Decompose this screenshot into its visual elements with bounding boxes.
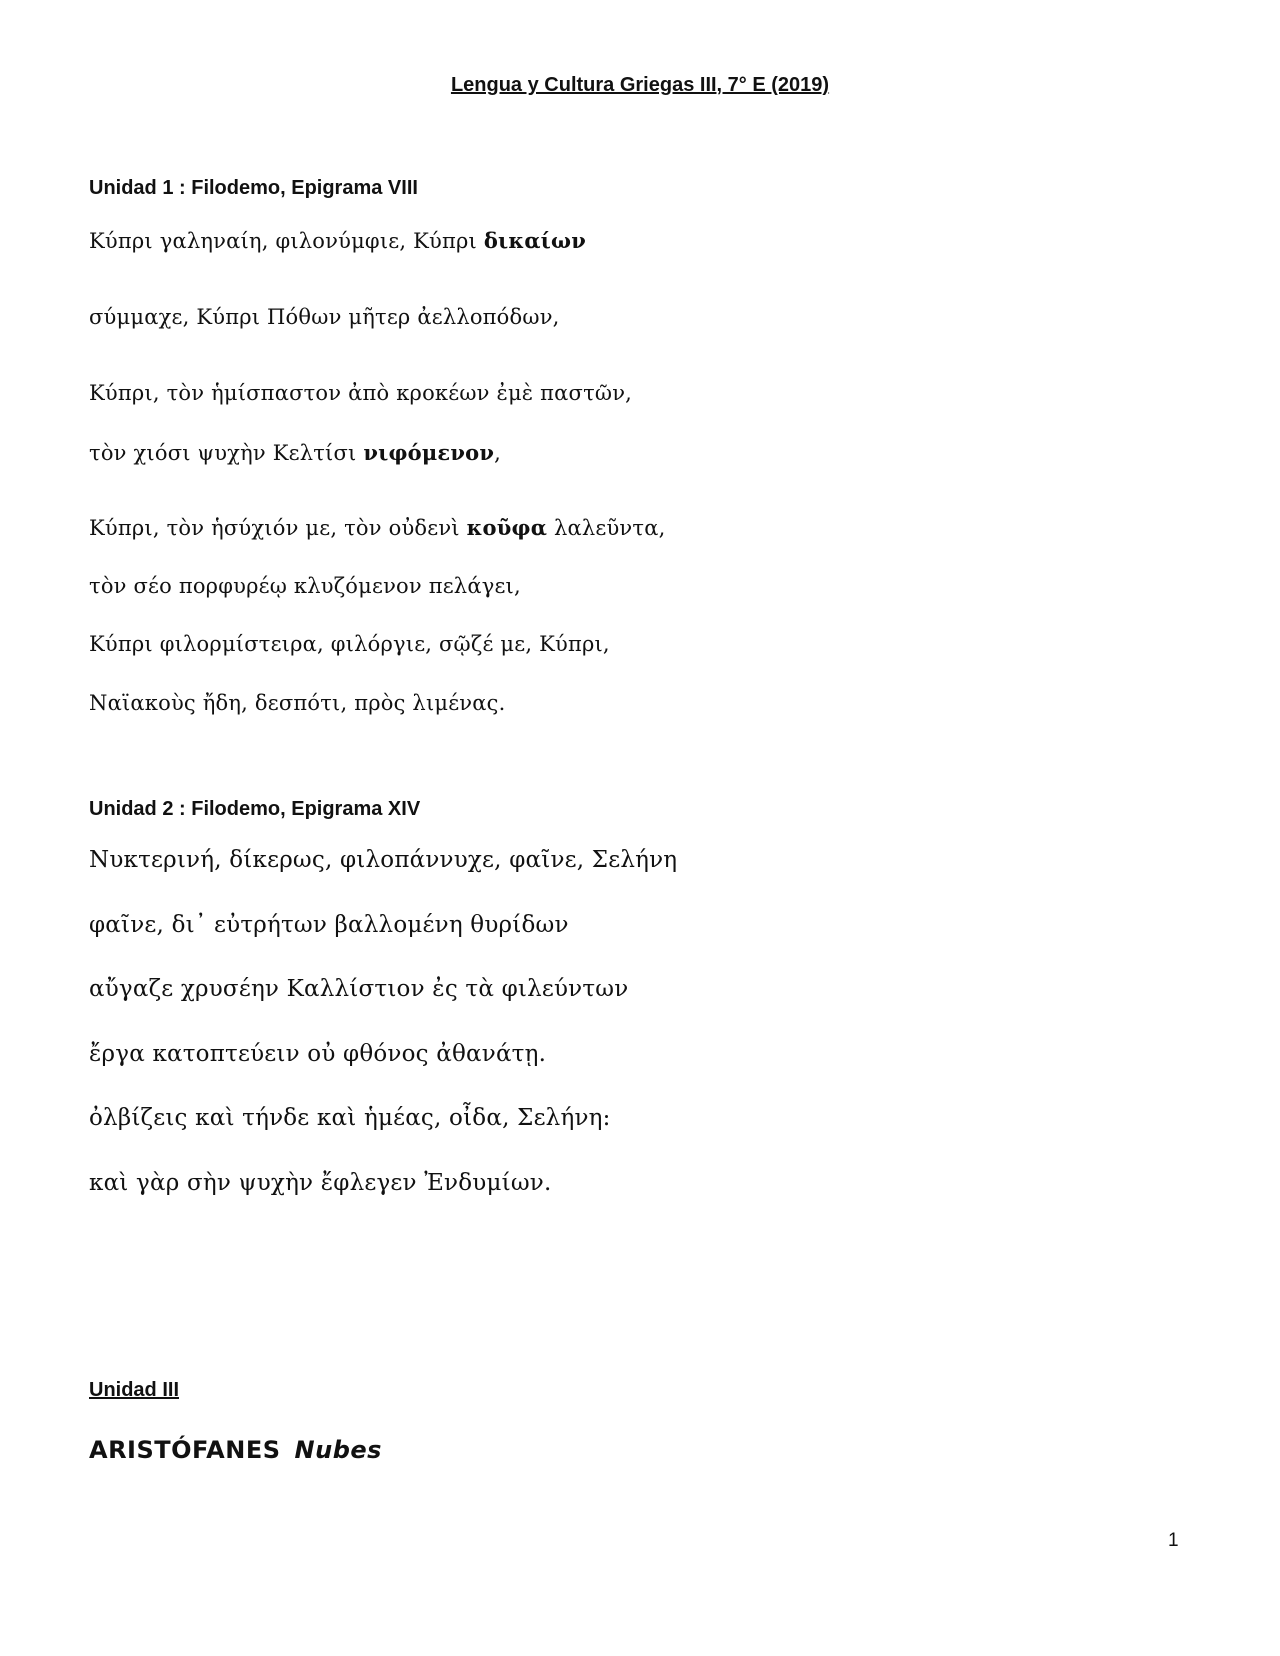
verse-text: Κύπρι φιλορμίστειρα, φιλόργιε, σῷζέ με, Κύπρι, — [89, 632, 610, 656]
unit2-verse-line — [89, 847, 677, 873]
unit1-verse-line — [89, 691, 506, 715]
unit2-verse-line — [89, 1170, 552, 1196]
verse-text: καὶ γὰρ σὴν ψυχὴν ἔφλεγεν Ἐνδυμίων. — [89, 1170, 552, 1196]
verse-text: ὀλβίζεις καὶ τήνδε καὶ ἡμέας, οἶδα, Σελήνη: — [89, 1105, 611, 1131]
verse-text: , — [494, 441, 502, 465]
unit1-verse-line — [89, 381, 632, 405]
verse-bold-word: κοῦφα — [466, 515, 548, 540]
verse-text: Κύπρι, τὸν ἡμίσπαστον ἀπὸ κροκέων ἐμὲ παστῶν, — [89, 381, 633, 405]
unit2-verse-line — [89, 1105, 611, 1131]
verse-text: Κύπρι, τὸν ἡσύχιόν με, τὸν οὐδενὶ — [89, 516, 467, 540]
page-number: 1 — [1168, 1530, 1179, 1551]
verse-text: αὔγαζε χρυσέην Καλλίστιον ἐς τὰ φιλεύντων — [89, 976, 629, 1002]
unit1-verse-line — [89, 574, 521, 598]
unit1-heading: Unidad 1 : Filodemo, Epigrama VIII — [89, 177, 418, 199]
unit3-heading: Unidad III — [89, 1379, 179, 1401]
unit2-verse-line — [89, 1041, 546, 1067]
work-title: Nubes — [294, 1436, 382, 1464]
unit2-heading: Unidad 2 : Filodemo, Epigrama XIV — [89, 798, 421, 820]
unit1-verse-line — [89, 632, 610, 656]
unit1-verse-line — [89, 305, 560, 329]
verse-bold-word: νιφόμενον — [363, 440, 495, 465]
verse-text: ἔργα κατοπτεύειν οὐ φθόνος ἀθανάτῃ. — [89, 1041, 547, 1067]
unit2-verse-line — [89, 912, 569, 938]
verse-text: σύμμαχε, Κύπρι Πόθων μῆτερ ἀελλοπόδων, — [89, 305, 560, 329]
verse-bold-word: δικαίων — [483, 228, 587, 253]
unit1-verse-line — [89, 228, 586, 253]
unit1-verse-line — [89, 515, 665, 540]
verse-text: Κύπρι γαληναίη, φιλονύμφιε, Κύπρι — [89, 229, 484, 253]
unit1-verse-line — [89, 440, 501, 465]
author-work-line — [89, 1436, 382, 1464]
verse-text: τὸν χιόσι ψυχὴν Κελτίσι — [89, 441, 364, 465]
author-name: ARISTÓFANES — [89, 1436, 281, 1464]
verse-text: λαλεῦντα, — [547, 516, 666, 540]
verse-text: Νυκτερινή, δίκερως, φιλοπάννυχε, φαῖνε, Σελήνη — [89, 847, 678, 873]
verse-text: φαῖνε, δι᾽ εὐτρήτων βαλλομένη θυρίδων — [89, 912, 569, 938]
unit2-verse-line — [89, 976, 628, 1002]
verse-text: τὸν σέο πορφυρέῳ κλυζόμενον πελάγει, — [89, 574, 521, 598]
document-title: Lengua y Cultura Griegas III, 7° E (2019) — [450, 74, 830, 96]
verse-text: Ναϊακοὺς ἤδη, δεσπότι, πρὸς λιμένας. — [89, 691, 506, 715]
